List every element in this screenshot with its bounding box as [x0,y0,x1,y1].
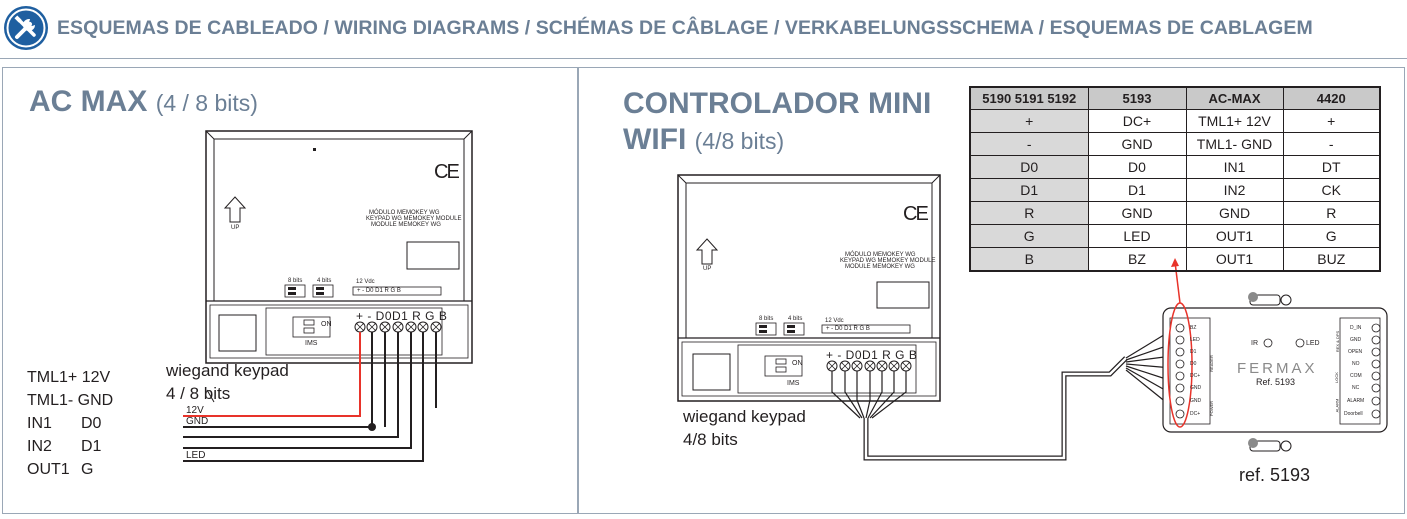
module-text-right-1: MÓDULO MEMOKEY WG [845,252,916,258]
table-cell: D0 [1088,156,1186,179]
side-label-reader: READER [1208,355,1214,372]
pin-r-7: ALARM [1347,398,1365,404]
table-cell: D0 [970,156,1088,179]
pin-r-8: Doorbell [1344,411,1363,417]
table-cell: G [970,225,1088,248]
table-cell: OUT1 [1186,225,1283,248]
module-text-left-1: MÓDULO MEMOKEY WG [369,210,440,216]
pin-r-2: GND [1350,337,1362,343]
pin-r-5: COM [1350,373,1362,379]
table-cell: GND [1088,133,1186,156]
side-label-lock: LOCK [1333,372,1339,383]
side-label-power: POWER [1209,400,1215,417]
table-cell: CK [1283,179,1380,202]
table-cell: D1 [1088,179,1186,202]
left-title-sub: (4 / 8 bits) [155,90,258,116]
ce-mark-left: CE [434,161,458,183]
bits4-right: 4 bits [788,316,803,322]
small-terms-right: + - D0 D1 R G B [826,326,870,332]
table-cell: + [970,110,1088,133]
table-cell: D1 [970,179,1088,202]
table-row [970,110,1380,133]
conn-row-2-a: TML1- GND [27,392,114,409]
right-title-line2: WIFI [623,123,687,156]
bits8-right: 8 bits [759,316,774,322]
pin-r-4: NO [1352,361,1360,367]
table-cell: R [1283,202,1380,225]
pin-r-1: D_IN [1350,325,1362,331]
table-cell: GND [1186,202,1283,225]
table-row [970,202,1380,225]
conn-row-3-b: D0 [81,415,102,432]
pin-r-6: NC [1352,385,1360,391]
small-terms-left: + - D0 D1 R G B [357,288,401,294]
table-header-row [970,87,1380,110]
table-row [970,179,1380,202]
table-cell: TML1- GND [1186,133,1283,156]
wire-gnd-label: GND [186,416,209,427]
terminal-labels-left: + - D0D1 R G B [356,309,448,323]
table-cell: G [1283,225,1380,248]
table-header: 5193 [1088,87,1186,110]
table-row [970,133,1380,156]
controller-ir: IR [1251,340,1258,347]
table-row [970,225,1380,248]
ims-right: IMS [787,380,800,387]
conn-row-1-a: TML1+ 12V [27,369,111,386]
pin-l-8: DC+ [1190,411,1201,417]
vdc-left: 12 Vdc [356,279,375,285]
bits8-left: 8 bits [288,278,303,284]
pin-l-5: DC+ [1190,373,1201,379]
ce-mark-right: CE [903,203,927,225]
keypad-bits-left: 4 / 8 bits [166,384,231,403]
module-text-right-2: KEYPAD WG MEMOKEY MODULE [840,258,936,264]
table-cell: IN1 [1186,156,1283,179]
right-title-sub: (4/8 bits) [694,128,785,154]
pin-l-7: GND [1190,398,1202,404]
on-left: ON [321,321,332,328]
table-row [970,248,1380,272]
table-cell: BZ [1088,248,1186,272]
table-cell: - [1283,133,1380,156]
conn-row-5-b: G [81,461,94,478]
keypad-label-left: wiegand keypad [166,361,289,380]
keypad-bits-right: 4/8 bits [683,430,738,449]
left-title-main: AC MAX [29,85,148,118]
table-cell: R [970,202,1088,225]
table-cell: OUT1 [1186,248,1283,272]
table-cell: IN2 [1186,179,1283,202]
table-cell: B [970,248,1088,272]
table-cell: BUZ [1283,248,1380,272]
controller-brand: FERMAX [1237,360,1318,377]
conn-row-3-a: IN1 [27,415,52,432]
table-header: 5190 5191 5192 [970,87,1088,110]
table-cell: + [1283,110,1380,133]
table-cell: DC+ [1088,110,1186,133]
up-label-left: UP [231,225,240,231]
pin-l-4: D0 [1190,361,1197,367]
controller-ref: Ref. 5193 [1256,377,1296,387]
side-label-rex: REX & DPS [1335,330,1341,353]
table-header: AC-MAX [1186,87,1283,110]
table-header: 4420 [1283,87,1380,110]
conn-row-5-a: OUT1 [27,461,70,478]
conn-row-4-a: IN2 [27,438,52,455]
side-label-alarm: ALARM [1334,398,1340,413]
pin-r-3: OPEN [1348,349,1363,355]
pin-l-3: D1 [1190,349,1197,355]
keypad-label-right: wiegand keypad [683,407,806,426]
terminal-labels-right: + - D0D1 R G B [826,348,918,362]
table-cell: DT [1283,156,1380,179]
vdc-right: 12 Vdc [825,318,844,324]
wire-led-label: LED [186,450,206,461]
connection-table [969,86,1381,272]
table-cell: TML1+ 12V [1186,110,1283,133]
header-title: ESQUEMAS DE CABLEADO / WIRING DIAGRAMS / SCHÉMAS DE CÂBLAGE / VERKABELUNGSSCHEMA / ESQUEMAS DE CABLAGEM [57,17,1313,39]
pin-l-1: BZ [1190,325,1197,331]
table-cell: GND [1088,202,1186,225]
bits4-left: 4 bits [317,278,332,284]
ref-label: ref. 5193 [1239,465,1311,485]
module-text-right-3: MODULE MEMOKEY WG [845,264,915,270]
pin-l-6: GND [1190,385,1202,391]
table-cell: LED [1088,225,1186,248]
controller-led: LED [1306,340,1320,347]
on-right: ON [792,360,803,367]
module-text-left-2: KEYPAD WG MEMOKEY MODULE [366,216,462,222]
module-text-left-3: MODULE MEMOKEY WG [371,222,441,228]
ims-left: IMS [305,340,318,347]
right-title-line1: CONTROLADOR MINI [623,87,932,120]
wire-12v-label: 12V [186,405,204,416]
table-cell: - [970,133,1088,156]
up-label-right: UP [703,266,712,272]
conn-row-4-b: D1 [81,438,102,455]
table-row [970,156,1380,179]
pin-l-2: LED [1190,337,1200,343]
